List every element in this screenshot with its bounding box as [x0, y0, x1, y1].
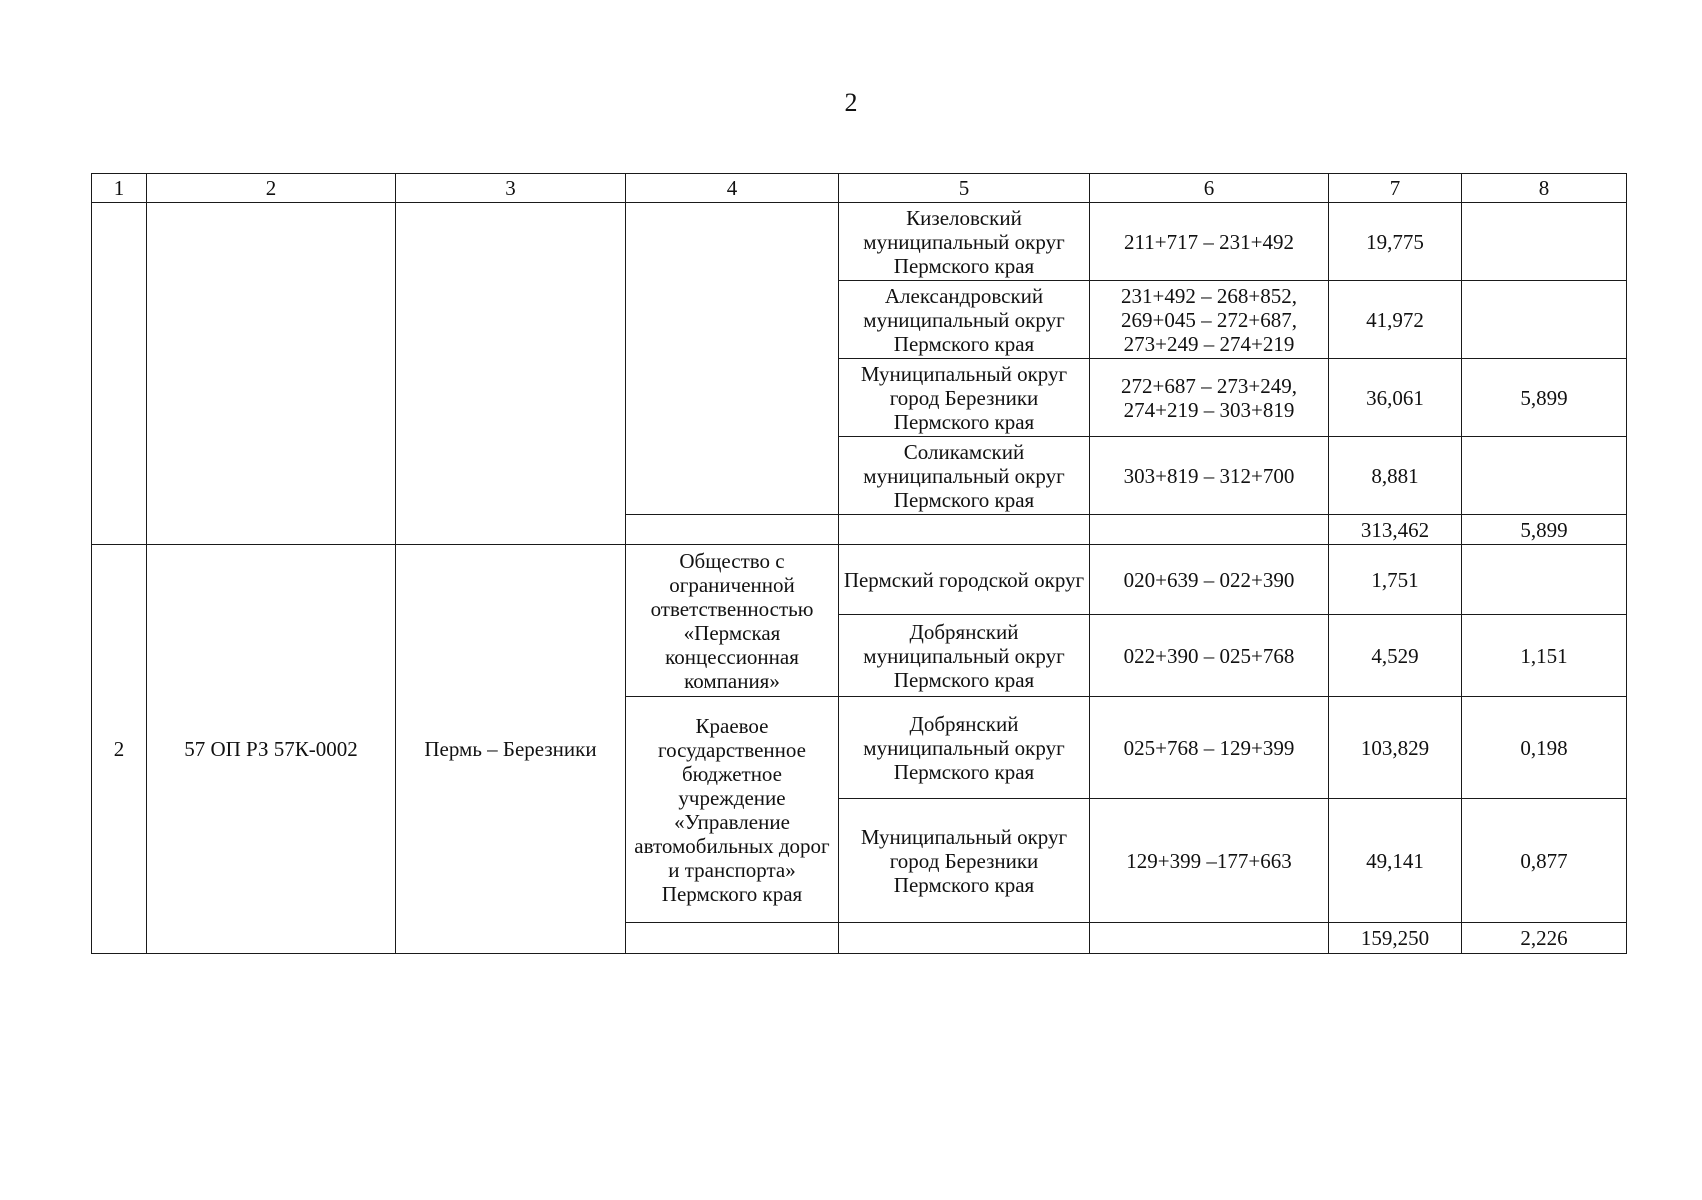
roads-table: [91, 173, 1627, 954]
km-cell: 025+768 – 129+399: [1090, 697, 1329, 799]
length-cell: 103,829: [1329, 697, 1462, 799]
header-cell: 4: [626, 174, 839, 203]
num-cell: [92, 203, 147, 545]
extra-cell: 5,899: [1462, 359, 1627, 437]
district-cell: Пермский городской округ: [839, 545, 1090, 615]
extra-cell: [1462, 203, 1627, 281]
extra-cell: [1462, 281, 1627, 359]
num-cell: 2: [92, 545, 147, 954]
district-cell: Муниципальный округ город Березники Пермского края: [839, 359, 1090, 437]
length-cell: 4,529: [1329, 615, 1462, 697]
empty-cell: [839, 515, 1090, 545]
extra-cell: 0,877: [1462, 799, 1627, 923]
header-cell: 5: [839, 174, 1090, 203]
km-cell: 231+492 – 268+852, 269+045 – 272+687, 273+249 – 274+219: [1090, 281, 1329, 359]
total-extra-cell: 5,899: [1462, 515, 1627, 545]
header-cell: 3: [396, 174, 626, 203]
table-row: [92, 545, 1627, 615]
owner-cell: [626, 203, 839, 515]
district-cell: Александровский муниципальный округ Пермского края: [839, 281, 1090, 359]
length-cell: 36,061: [1329, 359, 1462, 437]
km-cell: 303+819 – 312+700: [1090, 437, 1329, 515]
length-cell: 19,775: [1329, 203, 1462, 281]
table-row: [92, 203, 1627, 281]
extra-cell: [1462, 437, 1627, 515]
total-length-cell: 159,250: [1329, 923, 1462, 954]
name-cell: [396, 203, 626, 545]
km-cell: 129+399 –177+663: [1090, 799, 1329, 923]
empty-cell: [626, 515, 839, 545]
code-cell: [147, 203, 396, 545]
page-number: 2: [844, 88, 858, 117]
name-cell: Пермь – Березники: [396, 545, 626, 954]
owner-cell: Общество с ограниченной ответственностью «Пермская концессионная компания»: [626, 545, 839, 697]
header-cell: 8: [1462, 174, 1627, 203]
length-cell: 1,751: [1329, 545, 1462, 615]
length-cell: 8,881: [1329, 437, 1462, 515]
empty-cell: [1090, 515, 1329, 545]
extra-cell: [1462, 545, 1627, 615]
km-cell: 211+717 – 231+492: [1090, 203, 1329, 281]
km-cell: 022+390 – 025+768: [1090, 615, 1329, 697]
length-cell: 41,972: [1329, 281, 1462, 359]
header-cell: 7: [1329, 174, 1462, 203]
km-cell: 272+687 – 273+249, 274+219 – 303+819: [1090, 359, 1329, 437]
district-cell: Соликамский муниципальный округ Пермского края: [839, 437, 1090, 515]
owner-cell: Краевое государственное бюджетное учреждение «Управление автомобильных дорог и транспорта» Пермского края: [626, 697, 839, 923]
empty-cell: [839, 923, 1090, 954]
header-cell: 2: [147, 174, 396, 203]
extra-cell: 0,198: [1462, 697, 1627, 799]
total-length-cell: 313,462: [1329, 515, 1462, 545]
km-cell: 020+639 – 022+390: [1090, 545, 1329, 615]
code-cell: 57 ОП РЗ 57К-0002: [147, 545, 396, 954]
length-cell: 49,141: [1329, 799, 1462, 923]
district-cell: Муниципальный округ город Березники Пермского края: [839, 799, 1090, 923]
district-cell: Добрянский муниципальный округ Пермского края: [839, 615, 1090, 697]
empty-cell: [1090, 923, 1329, 954]
header-row: [92, 174, 1627, 203]
extra-cell: 1,151: [1462, 615, 1627, 697]
header-cell: 1: [92, 174, 147, 203]
total-extra-cell: 2,226: [1462, 923, 1627, 954]
district-cell: Кизеловский муниципальный округ Пермского края: [839, 203, 1090, 281]
header-cell: 6: [1090, 174, 1329, 203]
empty-cell: [626, 923, 839, 954]
district-cell: Добрянский муниципальный округ Пермского края: [839, 697, 1090, 799]
